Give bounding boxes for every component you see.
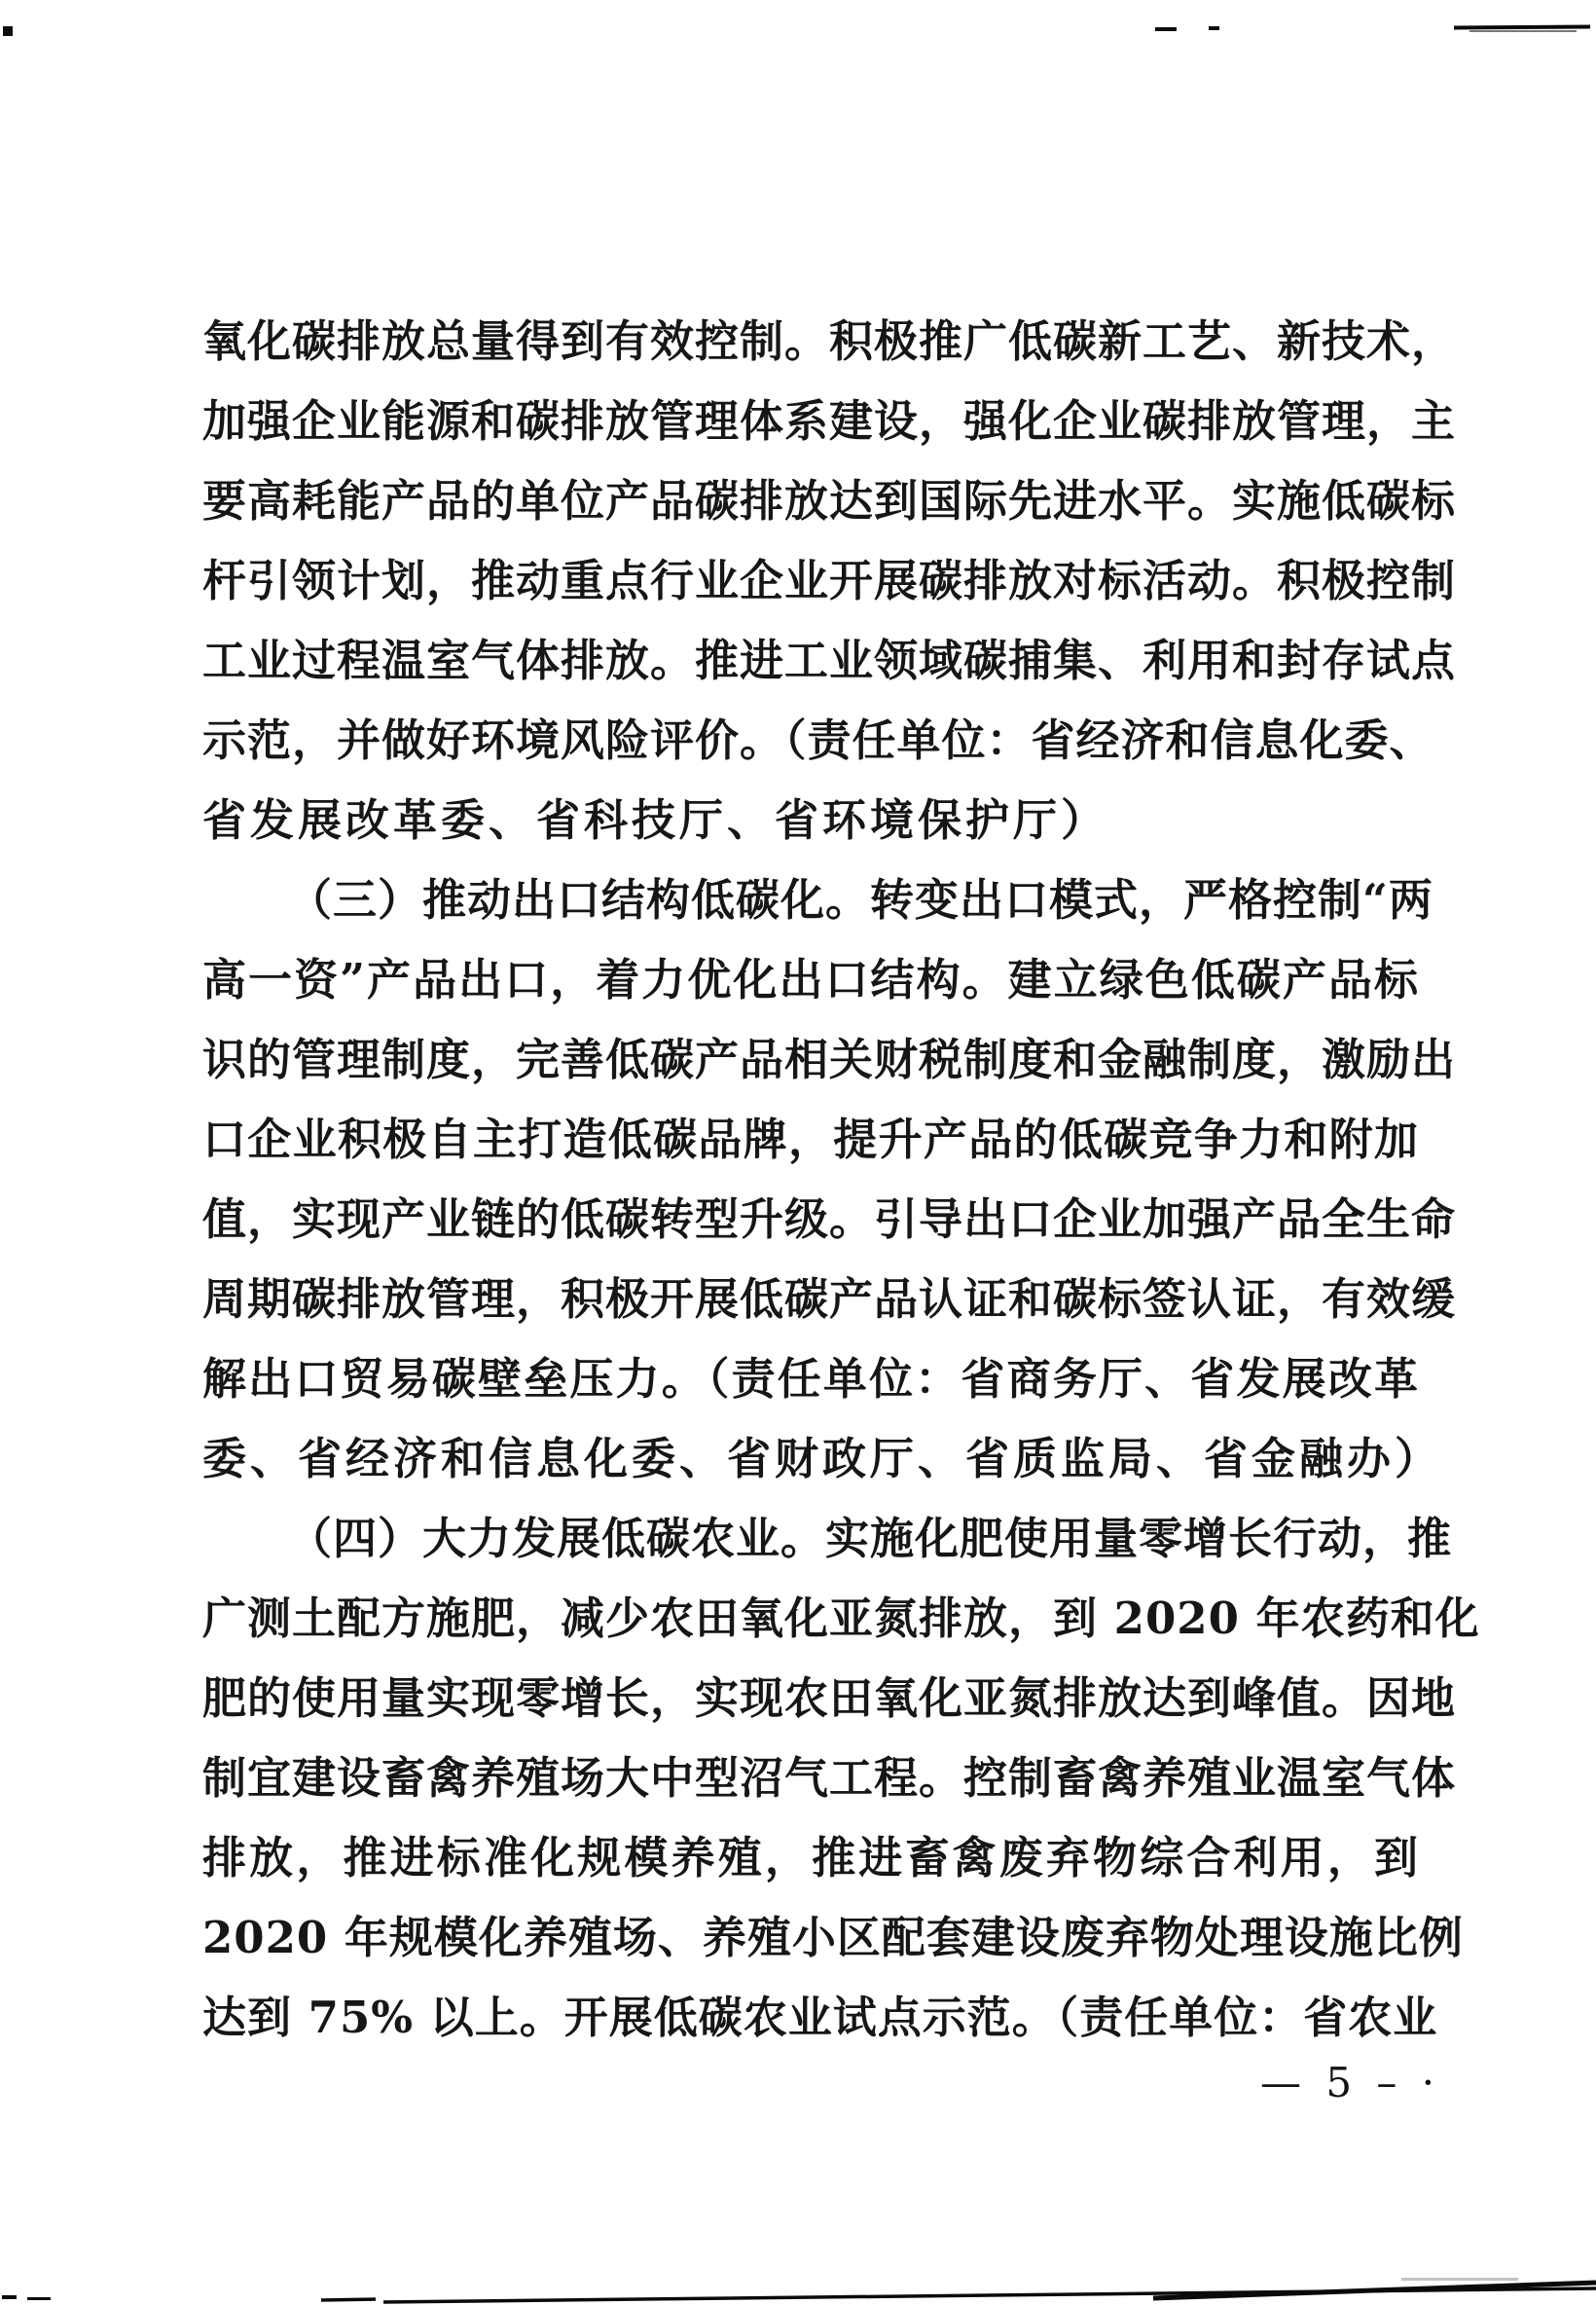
text-line: 杆引领计划，推动重点行业企业开展碳排放对标活动。积极控制 [202, 555, 1457, 606]
text-line: 委、省经济和信息化委、省财政厅、省质监局、省金融办） [202, 1433, 1443, 1484]
text-line: 周期碳排放管理，积极开展低碳产品认证和碳标签认证，有效缓 [202, 1273, 1457, 1325]
scan-mark-top-dash-2 [1209, 26, 1219, 30]
scan-mark-top-dash-1 [1155, 27, 1177, 31]
page-number: — 5 – · [1260, 2059, 1441, 2106]
text-line: 工业过程温室气体排放。推进工业领域碳捕集、利用和封存试点 [202, 635, 1457, 686]
text-line: 2020 年规模化养殖场、养殖小区配套建设废弃物处理设施比例 [202, 1912, 1464, 1963]
text-line: 示范，并做好环境风险评价。（责任单位：省经济和信息化委、 [202, 714, 1434, 766]
text-line: （三）推动出口结构低碳化。转变出口模式，严格控制“两 [288, 874, 1433, 926]
text-line: 口企业积极自主打造低碳品牌，提升产品的低碳竞争力和附加 [202, 1114, 1419, 1165]
scan-mark-top-right-line [1454, 25, 1590, 30]
scan-mark-bottom-edge-line [0, 2274, 1596, 2305]
text-line: 广测土配方施肥，减少农田氧化亚氮排放，到 2020 年农药和化 [202, 1592, 1480, 1644]
text-line: 氧化碳排放总量得到有效控制。积极推广低碳新工艺、新技术， [202, 315, 1457, 367]
text-line: 加强企业能源和碳排放管理体系建设，强化企业碳排放管理，主 [202, 395, 1457, 447]
text-line: 要高耗能产品的单位产品碳排放达到国际先进水平。实施低碳标 [202, 475, 1457, 527]
text-line: 制宜建设畜禽养殖场大中型沼气工程。控制畜禽养殖业温室气体 [202, 1752, 1457, 1804]
scan-mark-top-right-line-echo [1469, 30, 1577, 32]
scan-mark-top-left [3, 26, 13, 36]
text-line: 省发展改革委、省科技厅、省环境保护厅） [202, 794, 1109, 846]
body-text [202, 302, 1480, 2058]
text-line: 肥的使用量实现零增长，实现农田氧化亚氮排放达到峰值。因地 [202, 1672, 1457, 1724]
text-line: 达到 75% 以上。开展低碳农业试点示范。（责任单位：省农业 [202, 1992, 1438, 2043]
text-line: 排放，推进标准化规模养殖，推进畜禽废弃物综合利用，到 [202, 1832, 1419, 1884]
text-line: 值，实现产业链的低碳转型升级。引导出口企业加强产品全生命 [202, 1193, 1457, 1245]
text-line: 高一资”产品出口，着力优化出口结构。建立绿色低碳产品标 [202, 954, 1419, 1006]
text-line: 识的管理制度，完善低碳产品相关财税制度和金融制度，激励出 [202, 1034, 1457, 1085]
text-line: 解出口贸易碳壁垒压力。（责任单位：省商务厅、省发展改革 [202, 1353, 1419, 1405]
text-line: （四）大力发展低碳农业。实施化肥使用量零增长行动，推 [288, 1513, 1453, 1564]
